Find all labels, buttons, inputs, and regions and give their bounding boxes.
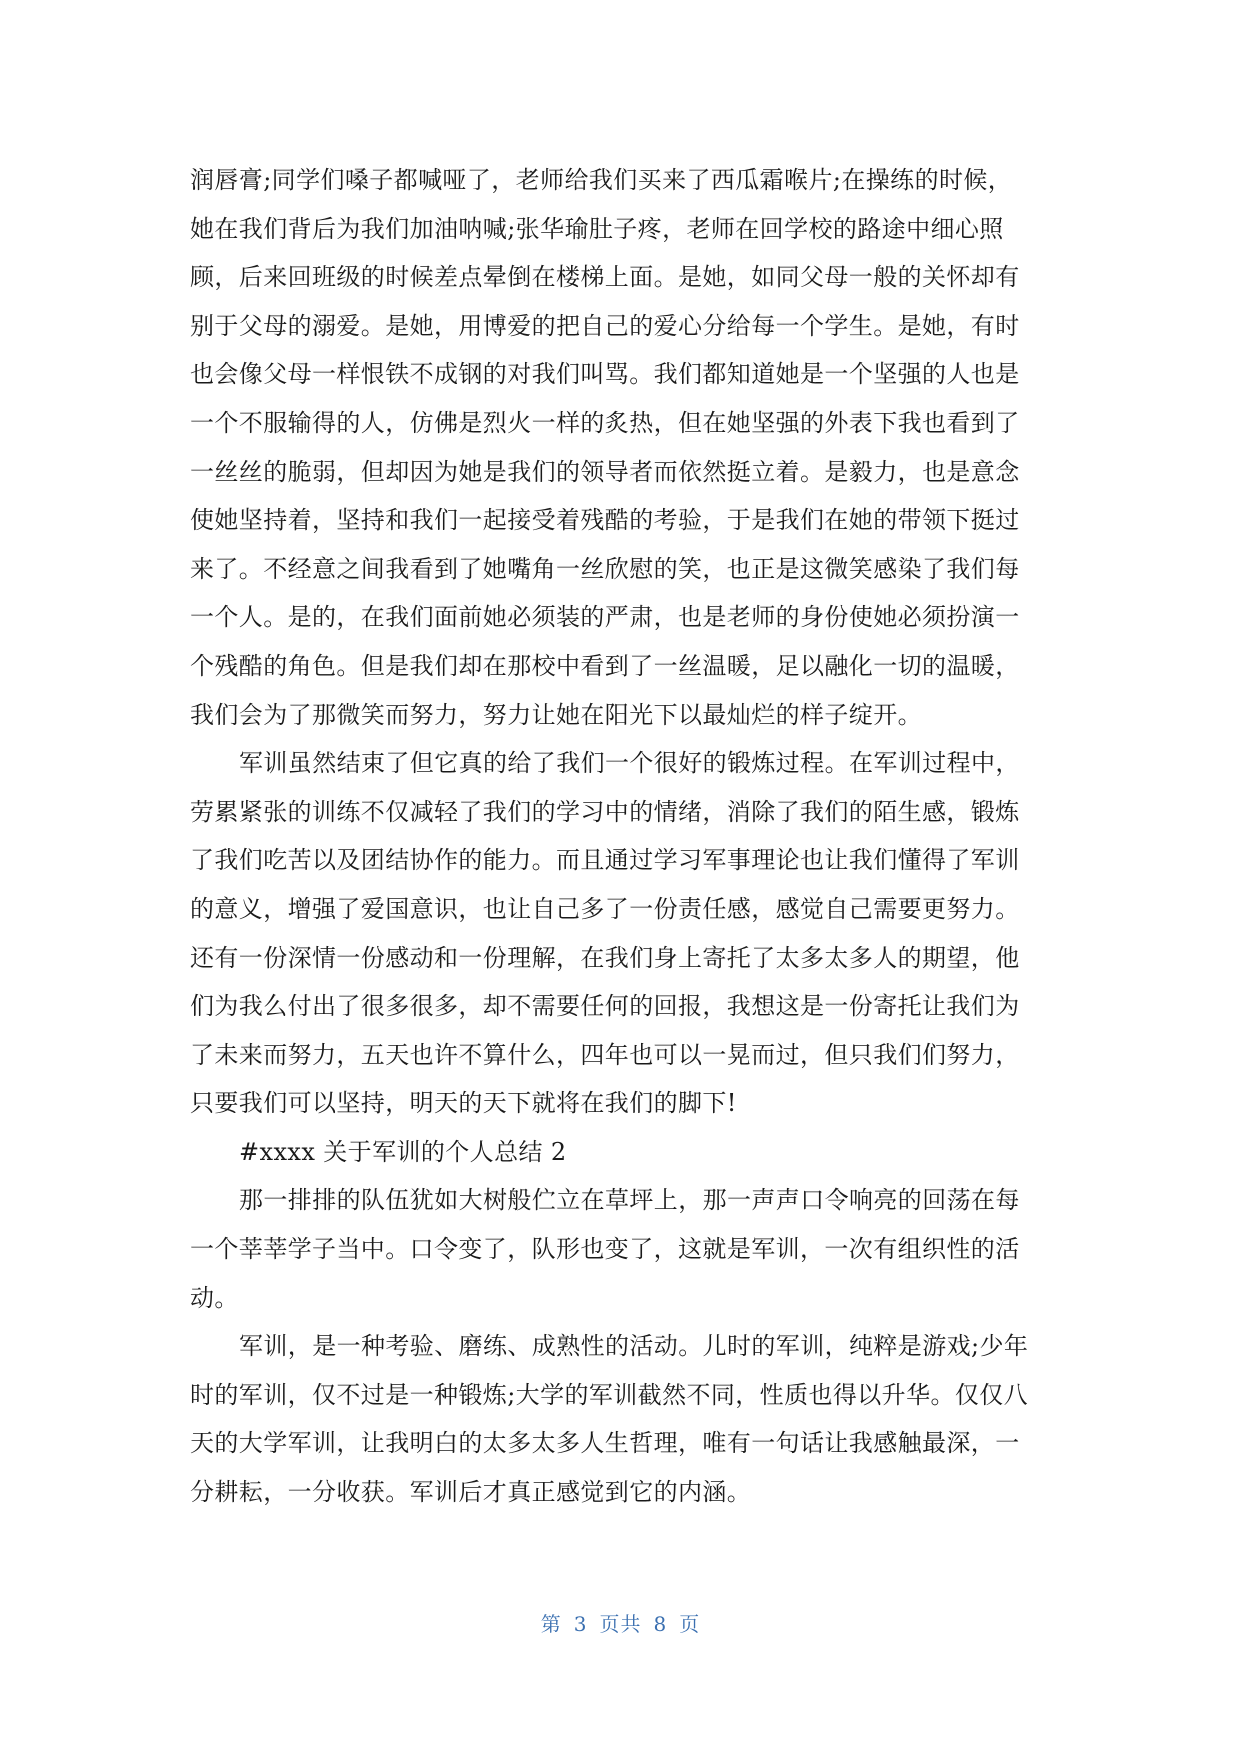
text-line: 别于父母的溺爱。是她，用博爱的把自己的爱心分给每一个学生。是她，有时 [190,311,1020,340]
text-line: 了未来而努力，五天也许不算什么，四年也可以一晃而过，但只我们们努力， [190,1040,1020,1069]
text-line: 一丝丝的脆弱，但却因为她是我们的领导者而依然挺立着。是毅力，也是意念 [190,457,1020,486]
page-footer [0,1608,1241,1637]
text-line: 她在我们背后为我们加油呐喊;张华瑜肚子疼，老师在回学校的路途中细心照 [190,214,1004,243]
text-line: 的意义，增强了爱国意识，也让自己多了一份责任感，感觉自己需要更努力。 [190,894,1020,923]
text-line: 了我们吃苦以及团结协作的能力。而且通过学习军事理论也让我们懂得了军训 [190,846,1020,875]
footer-current-page: 3 [573,1612,588,1636]
footer-total-pages: 8 [653,1612,668,1636]
text-line: 一个人。是的，在我们面前她必须装的严肃，也是老师的身份使她必须扮演一 [190,603,1020,632]
text-line: 那一排排的队伍犹如大树般伫立在草坪上，那一声声口令响亮的回荡在每 [239,1186,1020,1215]
text-line: 分耕耘，一分收获。军训后才真正感觉到它的内涵。 [190,1478,752,1507]
text-line: #xxxx 关于军训的个人总结 2 [239,1137,567,1166]
text-line: 军训虽然结束了但它真的给了我们一个很好的锻炼过程。在军训过程中， [239,749,1020,778]
text-line: 劳累紧张的训练不仅减轻了我们的学习中的情绪，消除了我们的陌生感，锻炼 [190,797,1020,826]
footer-middle: 页共 [599,1612,642,1636]
text-line: 军训，是一种考验、磨练、成熟性的活动。儿时的军训，纯粹是游戏;少年 [239,1332,1029,1361]
text-line: 润唇膏;同学们嗓子都喊哑了，老师给我们买来了西瓜霜喉片;在操练的时候， [190,166,1013,194]
text-line: 我们会为了那微笑而努力，努力让她在阳光下以最灿烂的样子绽开。 [190,700,922,729]
footer-prefix: 第 [540,1612,562,1636]
text-line: 一个莘莘学子当中。口令变了，队形也变了，这就是军训，一次有组织性的活 [190,1235,1020,1264]
text-line: 一个不服输得的人，仿佛是烈火一样的炙热，但在她坚强的外表下我也看到了 [190,408,1020,437]
text-line: 顾，后来回班级的时候差点晕倒在楼梯上面。是她，如同父母一般的关怀却有 [190,263,1020,292]
text-line: 时的军训，仅不过是一种锻炼;大学的军训截然不同，性质也得以升华。仅仅八 [190,1380,1029,1409]
text-line: 使她坚持着，坚持和我们一起接受着残酷的考验，于是我们在她的带领下挺过 [190,506,1020,535]
document-body [190,156,1050,1517]
text-line: 还有一份深情一份感动和一份理解，在我们身上寄托了太多太多人的期望，他 [190,943,1020,972]
text-line: 天的大学军训，让我明白的太多太多人生哲理，唯有一句话让我感触最深，一 [190,1429,1020,1458]
footer-suffix: 页 [679,1612,701,1636]
text-line: 来了。不经意之间我看到了她嘴角一丝欣慰的笑，也正是这微笑感染了我们每 [190,554,1020,583]
text-line: 只要我们可以坚持，明天的天下就将在我们的脚下! [190,1089,737,1118]
text-line: 个残酷的角色。但是我们却在那校中看到了一丝温暖，足以融化一切的温暖， [190,651,1020,680]
text-line: 们为我么付出了很多很多，却不需要任何的回报，我想这是一份寄托让我们为 [190,992,1020,1021]
text-line: 也会像父母一样恨铁不成钢的对我们叫骂。我们都知道她是一个坚强的人也是 [190,360,1020,389]
text-line: 动。 [190,1283,239,1312]
